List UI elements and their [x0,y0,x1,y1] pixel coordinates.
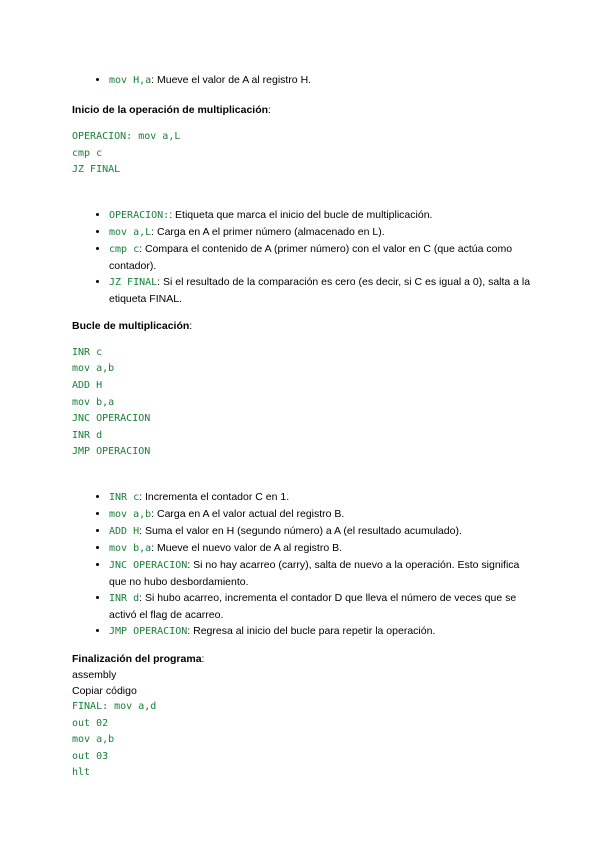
list-item-text: : Compara el contenido de A (primer número) con el valor en C (que actúa como contador). [109,242,513,272]
code-line: JNC OPERACION [72,413,151,425]
list-item [109,489,532,506]
list-item [109,224,532,241]
list-item [109,590,532,623]
code-line: INR d [72,429,103,441]
list-item-text: : Mueve el valor de A al registro H. [151,74,312,86]
code-line: FINAL: mov a,d [72,700,157,712]
list-item-text: : Carga en A el valor actual del registro B. [151,507,345,520]
list-item-text: : Etiqueta que marca el inicio del bucle de multiplicación. [169,208,433,221]
list-item [109,274,532,307]
list-item [109,207,532,224]
section-heading-loop-line [72,318,532,334]
inline-code: JMP OPERACION [109,625,188,637]
list-item-text: : Si el resultado de la comparación es cero (es decir, si C es igual a 0), salta a la etiqueta FINAL. [109,275,531,305]
code-line: out 02 [72,717,109,729]
code-block-final [72,699,532,782]
section-heading: Finalización del programa [72,652,202,665]
code-line: out 03 [72,750,109,762]
inline-code: cmp c [109,243,140,255]
list-item [109,557,532,590]
list-item-text: : Incrementa el contador C en 1. [139,490,290,503]
code-block-loop [72,345,532,461]
list-item [109,623,532,640]
list-item-text: : Regresa al inicio del bucle para repetir la operación. [187,624,436,637]
inline-code: mov a,L [109,226,152,238]
document-page [72,72,532,782]
code-line: mov a,b [72,734,115,746]
code-line: ADD H [72,379,103,391]
inline-code: mov b,a [109,542,152,554]
list-item [109,72,532,89]
heading-suffix: : [268,104,271,116]
code-block-operation [72,129,532,179]
code-line: cmp c [72,147,103,159]
list-item-text: : Carga en A el primer número (almacenado en L). [151,225,385,238]
bullet-list-operation [72,207,532,307]
section-heading-end-line [72,651,532,667]
section-heading-start [72,102,532,118]
code-line: INR c [72,346,103,358]
copy-code-button[interactable]: Copiar código [72,684,137,697]
heading-suffix: : [189,319,193,332]
inline-code: JNC OPERACION [109,559,188,571]
top-bullet-list [72,72,532,89]
code-line: OPERACION: mov a,L [72,131,181,142]
list-item [109,506,532,523]
list-item-text: : Suma el valor en H (segundo número) a A (el resultado acumulado). [139,524,462,537]
list-item [109,241,532,274]
inline-code: INR d [109,592,140,604]
list-item-text: : Si hubo acarreo, incrementa el contador D que lleva el número de veces que se activó el flag de acarreo. [109,591,517,621]
section-heading: Inicio de la operación de multiplicación [72,104,269,116]
inline-code: ADD H [109,525,140,537]
heading-suffix: : [201,652,205,665]
code-line: mov b,a [72,396,115,408]
inline-code: JZ FINAL [109,276,158,288]
code-line: mov a,b [72,363,115,375]
inline-code: mov H,a [109,75,152,86]
code-language-label: assembly [72,668,117,681]
list-item [109,523,532,540]
list-item [109,540,532,557]
code-line: JZ FINAL [72,164,121,176]
inline-code: mov a,b [109,508,152,520]
code-line: JMP OPERACION [72,446,151,458]
list-item-text: : Si no hay acarreo (carry), salta de nuevo a la operación. Esto significa que no hubo desbordamiento. [109,558,520,588]
inline-code: OPERACION: [109,209,170,221]
code-line: hlt [72,767,91,779]
section-heading: Bucle de multiplicación [72,319,190,332]
bullet-list-loop [72,489,532,640]
list-item-text: : Mueve el nuevo valor de A al registro B. [151,541,343,554]
inline-code: INR c [109,491,140,503]
